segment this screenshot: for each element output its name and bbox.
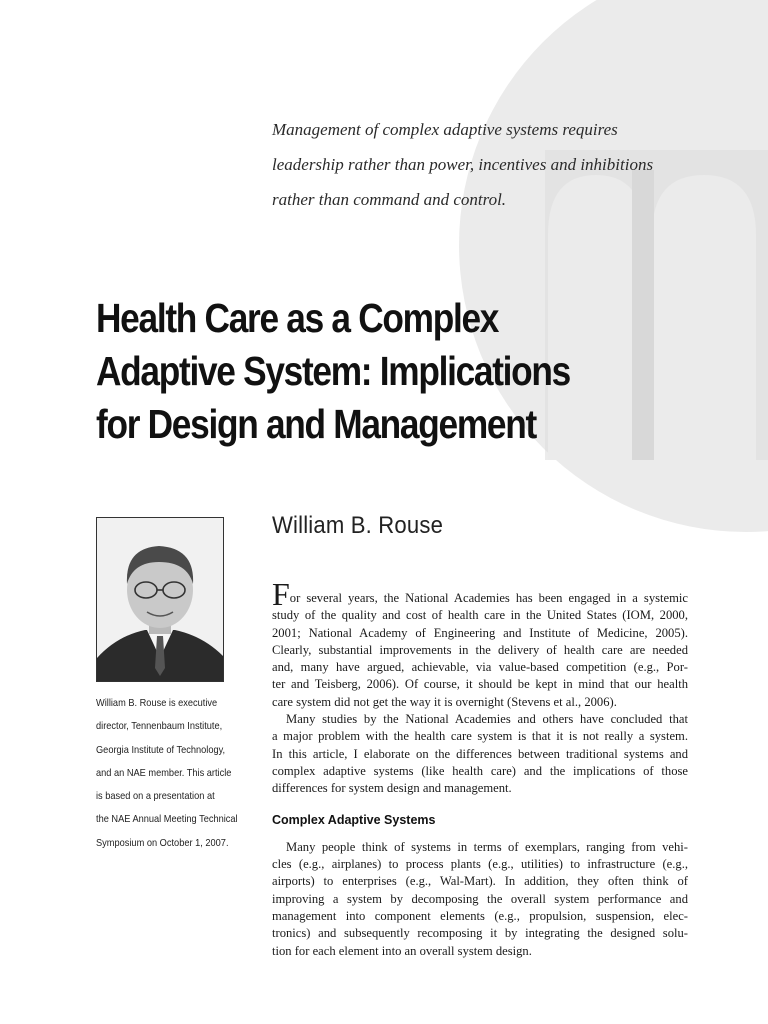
author-bio bbox=[96, 692, 238, 855]
body-line: differences for system design and management. bbox=[272, 781, 512, 796]
body-line: Clearly, substantial improvements in the delivery of health care are needed bbox=[272, 642, 688, 657]
author-name: William B. Rouse bbox=[272, 512, 444, 539]
body-line: improving a system by decomposing the overall system performance and bbox=[272, 891, 688, 906]
bio-line: William B. Rouse is executive bbox=[96, 697, 218, 709]
body-line: tronics) and subsequently recomposing it by integrating the designed solu- bbox=[272, 926, 688, 941]
pull-quote-line: leadership rather than power, incentives and inhibitions bbox=[272, 155, 654, 174]
body-line: care system did not get the way it is overnight (Stevens et al., 2006). bbox=[272, 694, 617, 709]
body-line: or several years, the National Academies has been engaged in a systemic bbox=[289, 591, 688, 605]
body-line: a major problem with the health care system is that it is not really a system. bbox=[272, 729, 688, 744]
bio-line: director, Tennenbaum Institute, bbox=[96, 720, 223, 733]
paragraph-intro bbox=[272, 576, 688, 711]
bio-line: is based on a presentation at bbox=[96, 790, 215, 803]
body-line: cles (e.g., airplanes) to process plants (e.g., utilities) to infrastructure (e.g., bbox=[272, 857, 688, 872]
bio-line: Georgia Institute of Technology, bbox=[96, 743, 226, 756]
bio-line: and an NAE member. This article bbox=[96, 766, 232, 779]
article-body bbox=[272, 576, 688, 960]
bio-line: the NAE Annual Meeting Technical bbox=[96, 813, 238, 826]
body-line: study of the quality and cost of health care in the United States (IOM, 2000, bbox=[272, 608, 688, 623]
title-line: Adaptive System: Implications bbox=[96, 348, 571, 394]
body-line: Many people think of systems in terms of exemplars, ranging from vehi- bbox=[286, 839, 688, 854]
body-line: 2001; National Academy of Engineering and Institute of Medicine, 2005). bbox=[272, 625, 688, 640]
pull-quote-line: Management of complex adaptive systems requires bbox=[272, 120, 618, 139]
bio-line: Symposium on October 1, 2007. bbox=[96, 836, 229, 849]
pull-quote bbox=[272, 112, 712, 217]
section-heading: Complex Adaptive Systems bbox=[272, 812, 436, 827]
title-line: for Design and Management bbox=[96, 401, 536, 447]
body-line: and, many have argued, achievable, via value-based competition (e.g., Por- bbox=[272, 660, 688, 675]
body-line: ter and Teisberg, 2006). Of course, it should be kept in mind that our health bbox=[272, 677, 688, 692]
body-line: airports) to enterprises (e.g., Wal-Mart). In addition, they often think of bbox=[272, 874, 688, 889]
body-line: complex adaptive systems (like health care) and the implications of those bbox=[272, 763, 688, 778]
pull-quote-line: rather than command and control. bbox=[272, 190, 507, 209]
paragraph-three bbox=[272, 839, 688, 960]
drop-cap: F bbox=[272, 576, 290, 612]
author-photo bbox=[96, 517, 224, 682]
body-line: In this article, I elaborate on the differences between traditional systems and bbox=[272, 746, 688, 761]
body-line: tion for each element into an overall system design. bbox=[272, 943, 532, 958]
paragraph-two bbox=[272, 711, 688, 797]
title-line: Health Care as a Complex bbox=[96, 295, 499, 341]
body-line: Many studies by the National Academies and others have concluded that bbox=[286, 712, 688, 727]
article-title bbox=[96, 292, 578, 451]
body-line: management into component elements (e.g., propulsion, suspension, elec- bbox=[272, 909, 688, 924]
